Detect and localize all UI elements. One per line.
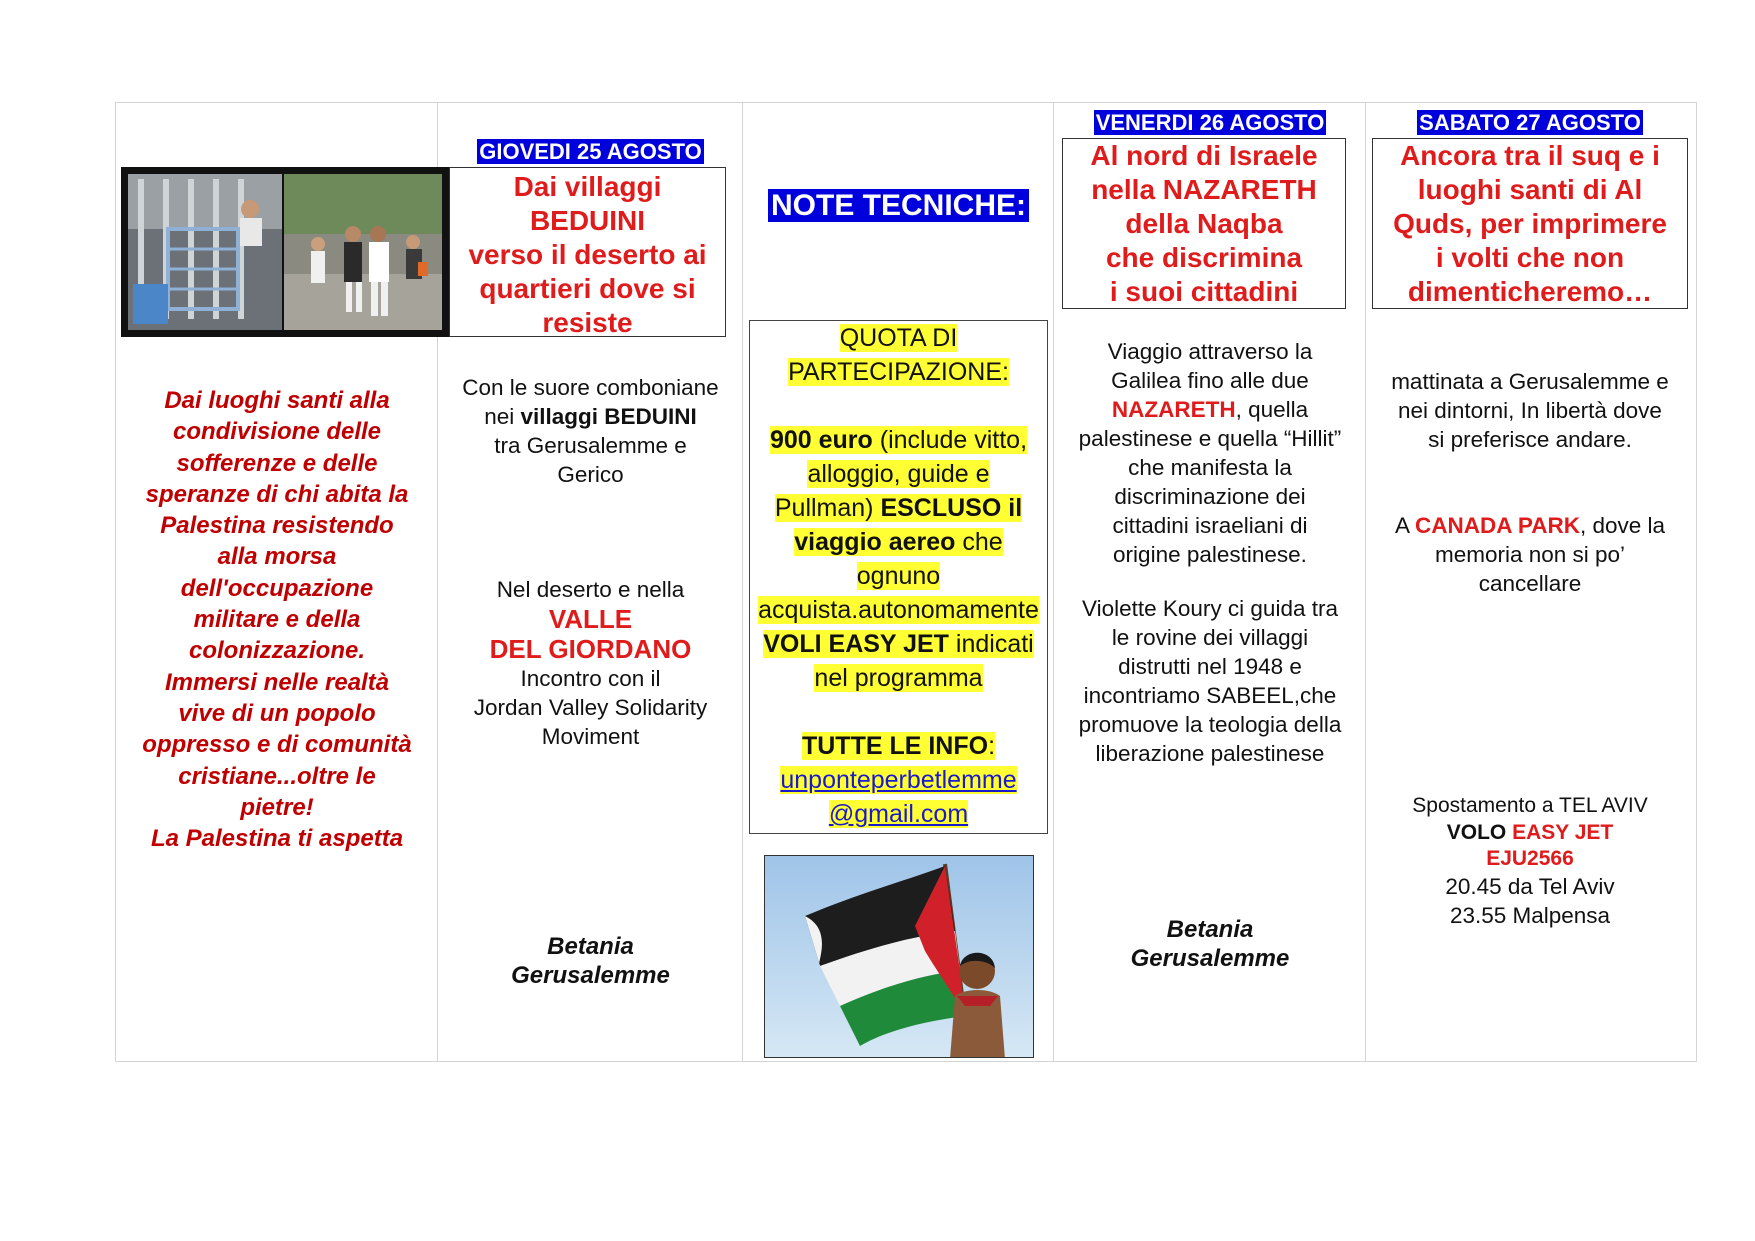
column-tech-notes xyxy=(743,103,1054,1061)
tech-notes-header: NOTE TECNICHE: xyxy=(768,189,1029,222)
text-line: Gerico xyxy=(557,462,624,487)
quota-line: nel programma xyxy=(814,664,983,692)
text-line: distrutti nel 1948 e xyxy=(1118,654,1302,679)
date-header: VENERDI 26 AGOSTO xyxy=(1095,110,1325,135)
date-header-wrap xyxy=(1054,109,1366,136)
text-bold: villaggi BEDUINI xyxy=(520,404,697,429)
day-text-2 xyxy=(1054,594,1366,768)
place-line: Betania xyxy=(1166,916,1254,943)
day-title-line: Quds, per imprimere xyxy=(1393,208,1667,239)
text-line: tra Gerusalemme e xyxy=(494,433,687,458)
text-line: Violette Koury ci guida tra xyxy=(1082,596,1338,621)
flight-info xyxy=(1366,793,1694,930)
info-label: TUTTE LE INFO xyxy=(801,732,989,760)
text-line: Moviment xyxy=(541,724,640,749)
intro-quote-line: La Palestina ti aspetta xyxy=(150,825,404,853)
intro-quote-line: oppresso e di comunità xyxy=(142,731,412,759)
email-link[interactable]: unponteperbetlemme xyxy=(780,766,1017,794)
tech-header-wrap xyxy=(743,187,1054,225)
column-saturday xyxy=(1366,103,1698,1061)
day-text-1 xyxy=(438,373,743,489)
place-line: Gerusalemme xyxy=(1130,945,1290,972)
text-line: liberazione palestinese xyxy=(1095,741,1325,766)
day-title-box xyxy=(449,167,726,337)
day-title-line: che discrimina xyxy=(1105,242,1303,273)
quota-line: ognuno xyxy=(856,562,941,590)
text-line: Jordan Valley Solidarity xyxy=(473,695,708,720)
text-line xyxy=(1366,511,1694,540)
text-span: , dove la xyxy=(1579,513,1666,538)
day-title-line: BEDUINI xyxy=(529,205,646,236)
text-line: incontriamo SABEEL,che xyxy=(1083,683,1337,708)
text-line: mattinata a Gerusalemme e xyxy=(1391,369,1669,394)
date-header-wrap xyxy=(1366,109,1694,136)
text-line: palestinese e quella “Hillit” xyxy=(1078,426,1342,451)
intro-quote-line: Immersi nelle realtà xyxy=(164,668,390,696)
day-title-line: i volti che non xyxy=(1435,242,1625,273)
quota-line-bold: VOLI EASY JET xyxy=(763,630,949,658)
intro-quote xyxy=(116,385,438,854)
quota-line: alloggio, guide e xyxy=(807,460,990,488)
day-title-line: Ancora tra il suq e i xyxy=(1400,140,1660,171)
quota-box xyxy=(749,320,1048,834)
day-title-line: dimenticheremo… xyxy=(1407,276,1653,307)
day-title-line: della Naqba xyxy=(1125,208,1283,239)
email-link[interactable]: @gmail.com xyxy=(828,800,969,828)
day-text-2 xyxy=(438,575,743,751)
text-red: CANADA PARK xyxy=(1414,513,1580,538)
text-line: promuove la teologia della xyxy=(1078,712,1342,737)
intro-quote-line: Dai luoghi santi alla xyxy=(164,387,390,414)
flight-code: EJU2566 xyxy=(1486,847,1574,870)
text-line: discriminazione dei xyxy=(1114,484,1306,509)
price: 900 euro xyxy=(769,426,873,454)
text-line: Nel deserto e nella xyxy=(496,577,685,602)
text-line: Galilea fino alle due xyxy=(1111,368,1309,393)
day-text-1 xyxy=(1366,367,1694,454)
checkpoint-crowd-image xyxy=(128,174,442,330)
flight-line: 20.45 da Tel Aviv xyxy=(1445,874,1615,899)
text-line: le rovine dei villaggi xyxy=(1111,625,1309,650)
text-span: , quella xyxy=(1235,397,1309,422)
quota-title: PARTECIPAZIONE: xyxy=(788,358,1009,386)
text-line-red: DEL GIORDANO xyxy=(489,634,692,664)
day-title-box xyxy=(1372,138,1688,309)
flight-red: EASY JET xyxy=(1512,821,1614,844)
palestinian-flag-image xyxy=(765,856,1034,1058)
date-header: GIOVEDI 25 AGOSTO xyxy=(479,139,702,164)
photo-checkpoint xyxy=(121,167,449,337)
intro-quote-line: colonizzazione. xyxy=(188,637,365,665)
photo-flag xyxy=(764,855,1034,1058)
place-line: Betania xyxy=(547,933,634,960)
quota-line: acquista.autonomamente xyxy=(758,596,1039,624)
day-text-2 xyxy=(1366,511,1694,598)
day-title-line: quartieri dove si xyxy=(479,273,696,304)
flight-bold: VOLO xyxy=(1446,821,1513,844)
quota-line-bold: viaggio aereo xyxy=(794,528,956,556)
intro-quote-line: dell'occupazione xyxy=(180,574,374,602)
text-line-red: VALLE xyxy=(548,604,633,634)
day-title-line: resiste xyxy=(542,307,633,338)
text-line: Viaggio attraverso la xyxy=(1107,339,1313,364)
text-line xyxy=(438,402,743,431)
text-line: nei dintorni, In libertà dove xyxy=(1398,398,1662,423)
quota-line: che xyxy=(955,528,1003,556)
price-detail: (include vitto, xyxy=(872,426,1028,454)
text-line: si preferisce andare. xyxy=(1428,427,1632,452)
day-title-line: i suoi cittadini xyxy=(1109,276,1299,307)
column-thursday xyxy=(438,103,743,1061)
intro-quote-line: speranze di chi abita la xyxy=(145,480,409,508)
quota-title: QUOTA DI xyxy=(839,324,958,352)
intro-quote-line: cristiane...oltre le xyxy=(178,762,376,790)
quota-line: indicati xyxy=(948,630,1034,658)
day-text-1 xyxy=(1054,337,1366,569)
text-line: origine palestinese. xyxy=(1113,542,1307,567)
quota-line: Pullman) xyxy=(774,494,881,522)
day-title-line: Al nord di Israele xyxy=(1090,140,1318,171)
text-line: che manifesta la xyxy=(1128,455,1292,480)
intro-quote-line: militare e della xyxy=(193,606,361,634)
intro-quote-line: pietre! xyxy=(240,793,314,821)
intro-quote-line: sofferenze e delle xyxy=(176,449,378,477)
date-header-wrap xyxy=(438,138,743,165)
text-line: Con le suore comboniane xyxy=(462,375,719,400)
text-span: A xyxy=(1394,513,1415,538)
place-label xyxy=(438,932,743,990)
text-line: Incontro con il xyxy=(520,666,661,691)
column-intro xyxy=(116,103,438,1061)
intro-quote-line: condivisione delle xyxy=(172,418,382,446)
intro-quote-line: alla morsa xyxy=(217,543,337,571)
text-span: nei xyxy=(484,404,521,429)
intro-quote-line: Palestina resistendo xyxy=(160,512,394,540)
day-title-line: nella NAZARETH xyxy=(1091,174,1317,205)
text-line: memoria non si po’ xyxy=(1434,542,1626,567)
column-friday xyxy=(1054,103,1366,1061)
quota-line-bold: ESCLUSO il xyxy=(880,494,1023,522)
text-line xyxy=(1054,395,1366,424)
day-title-box xyxy=(1062,138,1346,309)
text-red: NAZARETH xyxy=(1111,397,1236,422)
intro-quote-line: vive di un popolo xyxy=(178,699,376,727)
itinerary-table xyxy=(115,102,1697,1062)
date-header: SABATO 27 AGOSTO xyxy=(1419,110,1641,135)
day-title-line: Dai villaggi xyxy=(513,171,662,202)
text-line: cittadini israeliani di xyxy=(1112,513,1308,538)
day-title-line: verso il deserto ai xyxy=(468,239,707,270)
flight-line: 23.55 Malpensa xyxy=(1449,903,1611,928)
text-line: cancellare xyxy=(1478,571,1582,596)
day-title-line: luoghi santi di Al xyxy=(1417,174,1643,205)
flight-line: Spostamento a TEL AVIV xyxy=(1412,794,1648,817)
place-label xyxy=(1054,915,1366,973)
flight-line xyxy=(1366,819,1694,846)
info-colon: : xyxy=(988,732,996,760)
place-line: Gerusalemme xyxy=(511,962,670,989)
